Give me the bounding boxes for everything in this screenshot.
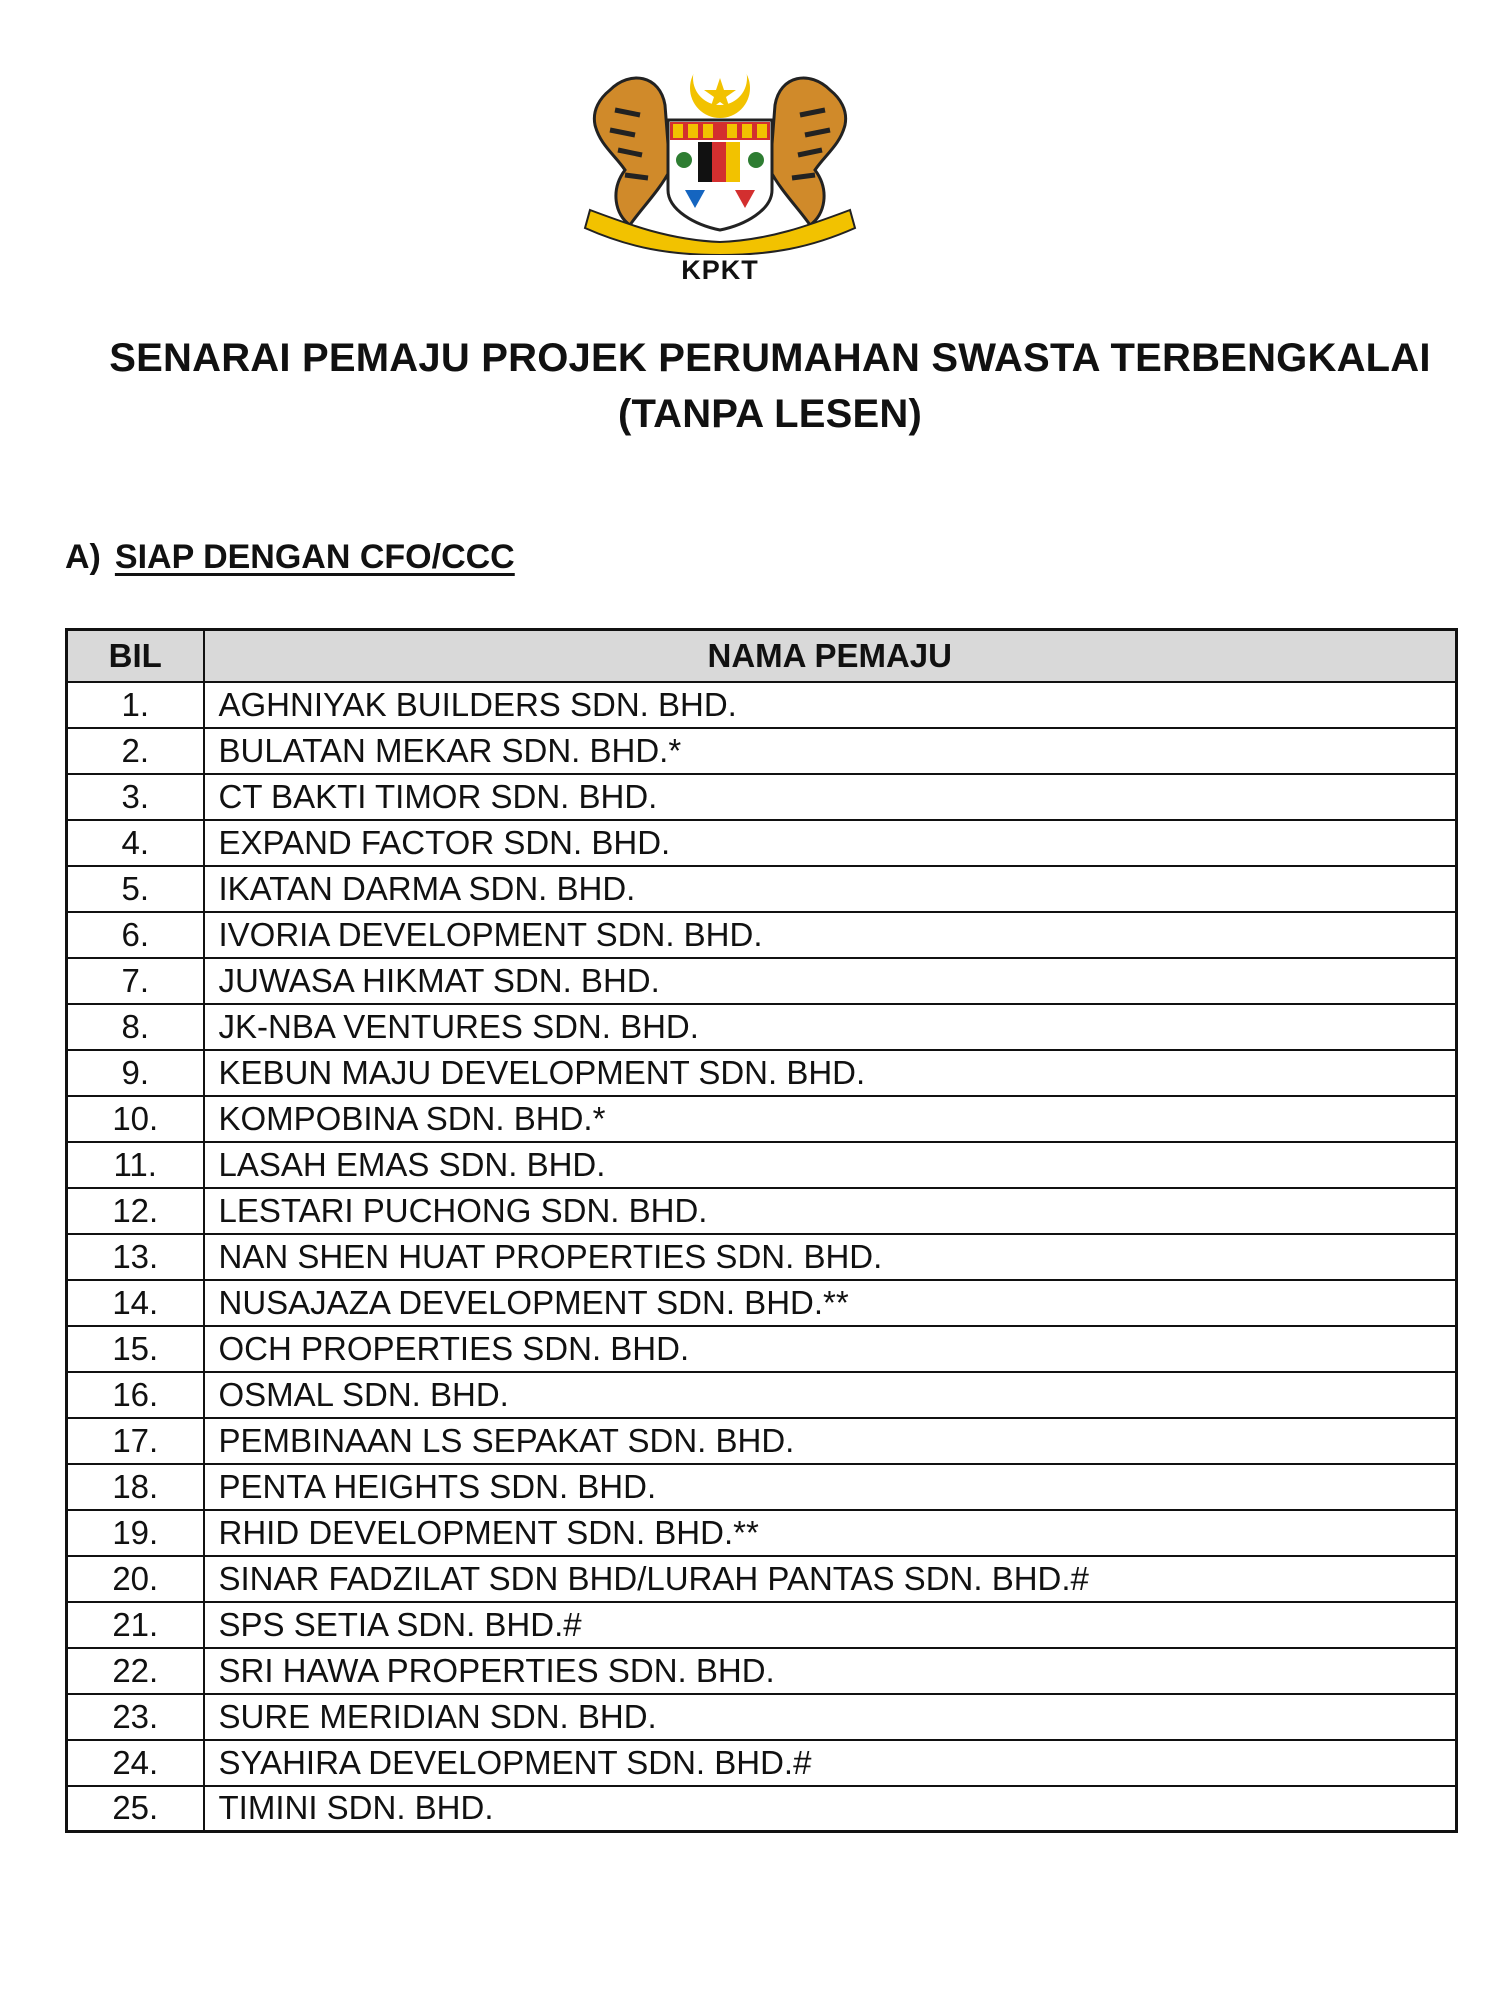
table-row [67,958,1457,1004]
developer-name: SRI HAWA PROPERTIES SDN. BHD. [204,1648,1457,1694]
table-row [67,1326,1457,1372]
row-number: 9. [67,1050,204,1096]
row-number: 10. [67,1096,204,1142]
row-number: 16. [67,1372,204,1418]
table-row [67,912,1457,958]
developer-name: SINAR FADZILAT SDN BHD/LURAH PANTAS SDN. BHD.# [204,1556,1457,1602]
developer-name: KEBUN MAJU DEVELOPMENT SDN. BHD. [204,1050,1457,1096]
table-row [67,1510,1457,1556]
developer-name: OCH PROPERTIES SDN. BHD. [204,1326,1457,1372]
row-number: 22. [67,1648,204,1694]
table-row [67,1234,1457,1280]
developer-name: BULATAN MEKAR SDN. BHD.* [204,728,1457,774]
developer-name: CT BAKTI TIMOR SDN. BHD. [204,774,1457,820]
row-number: 13. [67,1234,204,1280]
developer-name: NUSAJAZA DEVELOPMENT SDN. BHD.** [204,1280,1457,1326]
table-row [67,1418,1457,1464]
section-marker: A) [65,538,101,576]
table-row [67,1372,1457,1418]
table-row [67,682,1457,728]
developer-name: JK-NBA VENTURES SDN. BHD. [204,1004,1457,1050]
developer-name: EXPAND FACTOR SDN. BHD. [204,820,1457,866]
developer-name: OSMAL SDN. BHD. [204,1372,1457,1418]
developer-name: AGHNIYAK BUILDERS SDN. BHD. [204,682,1457,728]
table-row [67,1050,1457,1096]
row-number: 2. [67,728,204,774]
row-number: 8. [67,1004,204,1050]
row-number: 19. [67,1510,204,1556]
table-row [67,1188,1457,1234]
row-number: 18. [67,1464,204,1510]
developer-name: IVORIA DEVELOPMENT SDN. BHD. [204,912,1457,958]
row-number: 24. [67,1740,204,1786]
crest-label: KPKT [681,255,759,285]
row-number: 12. [67,1188,204,1234]
developer-name: PEMBINAAN LS SEPAKAT SDN. BHD. [204,1418,1457,1464]
table-row [67,1694,1457,1740]
table-header-row [67,630,1457,682]
table-row [67,1464,1457,1510]
table-row [67,866,1457,912]
table-row [67,1648,1457,1694]
header-bil: BIL [67,630,204,682]
row-number: 3. [67,774,204,820]
row-number: 17. [67,1418,204,1464]
developer-name: SPS SETIA SDN. BHD.# [204,1602,1457,1648]
section-heading-text: SIAP DENGAN CFO/CCC [114,538,515,576]
developer-name: LESTARI PUCHONG SDN. BHD. [204,1188,1457,1234]
developer-name: SURE MERIDIAN SDN. BHD. [204,1694,1457,1740]
developer-name: IKATAN DARMA SDN. BHD. [204,866,1457,912]
developer-name: LASAH EMAS SDN. BHD. [204,1142,1457,1188]
developer-name: SYAHIRA DEVELOPMENT SDN. BHD.# [204,1740,1457,1786]
document-title [40,330,1500,442]
developer-name: TIMINI SDN. BHD. [204,1786,1457,1832]
row-number: 6. [67,912,204,958]
title-line-1: SENARAI PEMAJU PROJEK PERUMAHAN SWASTA TERBENGKALAI [109,336,1431,380]
table-row [67,1786,1457,1832]
table-row [67,1096,1457,1142]
row-number: 25. [67,1786,204,1832]
row-number: 20. [67,1556,204,1602]
row-number: 21. [67,1602,204,1648]
row-number: 14. [67,1280,204,1326]
table-row [67,728,1457,774]
row-number: 5. [67,866,204,912]
table-row [67,1142,1457,1188]
table-row [67,1004,1457,1050]
malaysia-coat-of-arms-icon [570,50,870,255]
row-number: 15. [67,1326,204,1372]
table-row [67,1556,1457,1602]
row-number: 4. [67,820,204,866]
table-row [67,1280,1457,1326]
developer-name: PENTA HEIGHTS SDN. BHD. [204,1464,1457,1510]
table-row [67,1740,1457,1786]
row-number: 11. [67,1142,204,1188]
developer-table [65,628,1458,1833]
developer-name: KOMPOBINA SDN. BHD.* [204,1096,1457,1142]
header-nama-pemaju: NAMA PEMAJU [204,630,1457,682]
table-row [67,774,1457,820]
row-number: 23. [67,1694,204,1740]
table-row [67,1602,1457,1648]
coat-of-arms [570,50,870,290]
developer-name: NAN SHEN HUAT PROPERTIES SDN. BHD. [204,1234,1457,1280]
section-heading [65,538,515,577]
title-line-2: (TANPA LESEN) [617,392,923,436]
row-number: 7. [67,958,204,1004]
row-number: 1. [67,682,204,728]
developer-name: JUWASA HIKMAT SDN. BHD. [204,958,1457,1004]
developer-name: RHID DEVELOPMENT SDN. BHD.** [204,1510,1457,1556]
table-row [67,820,1457,866]
